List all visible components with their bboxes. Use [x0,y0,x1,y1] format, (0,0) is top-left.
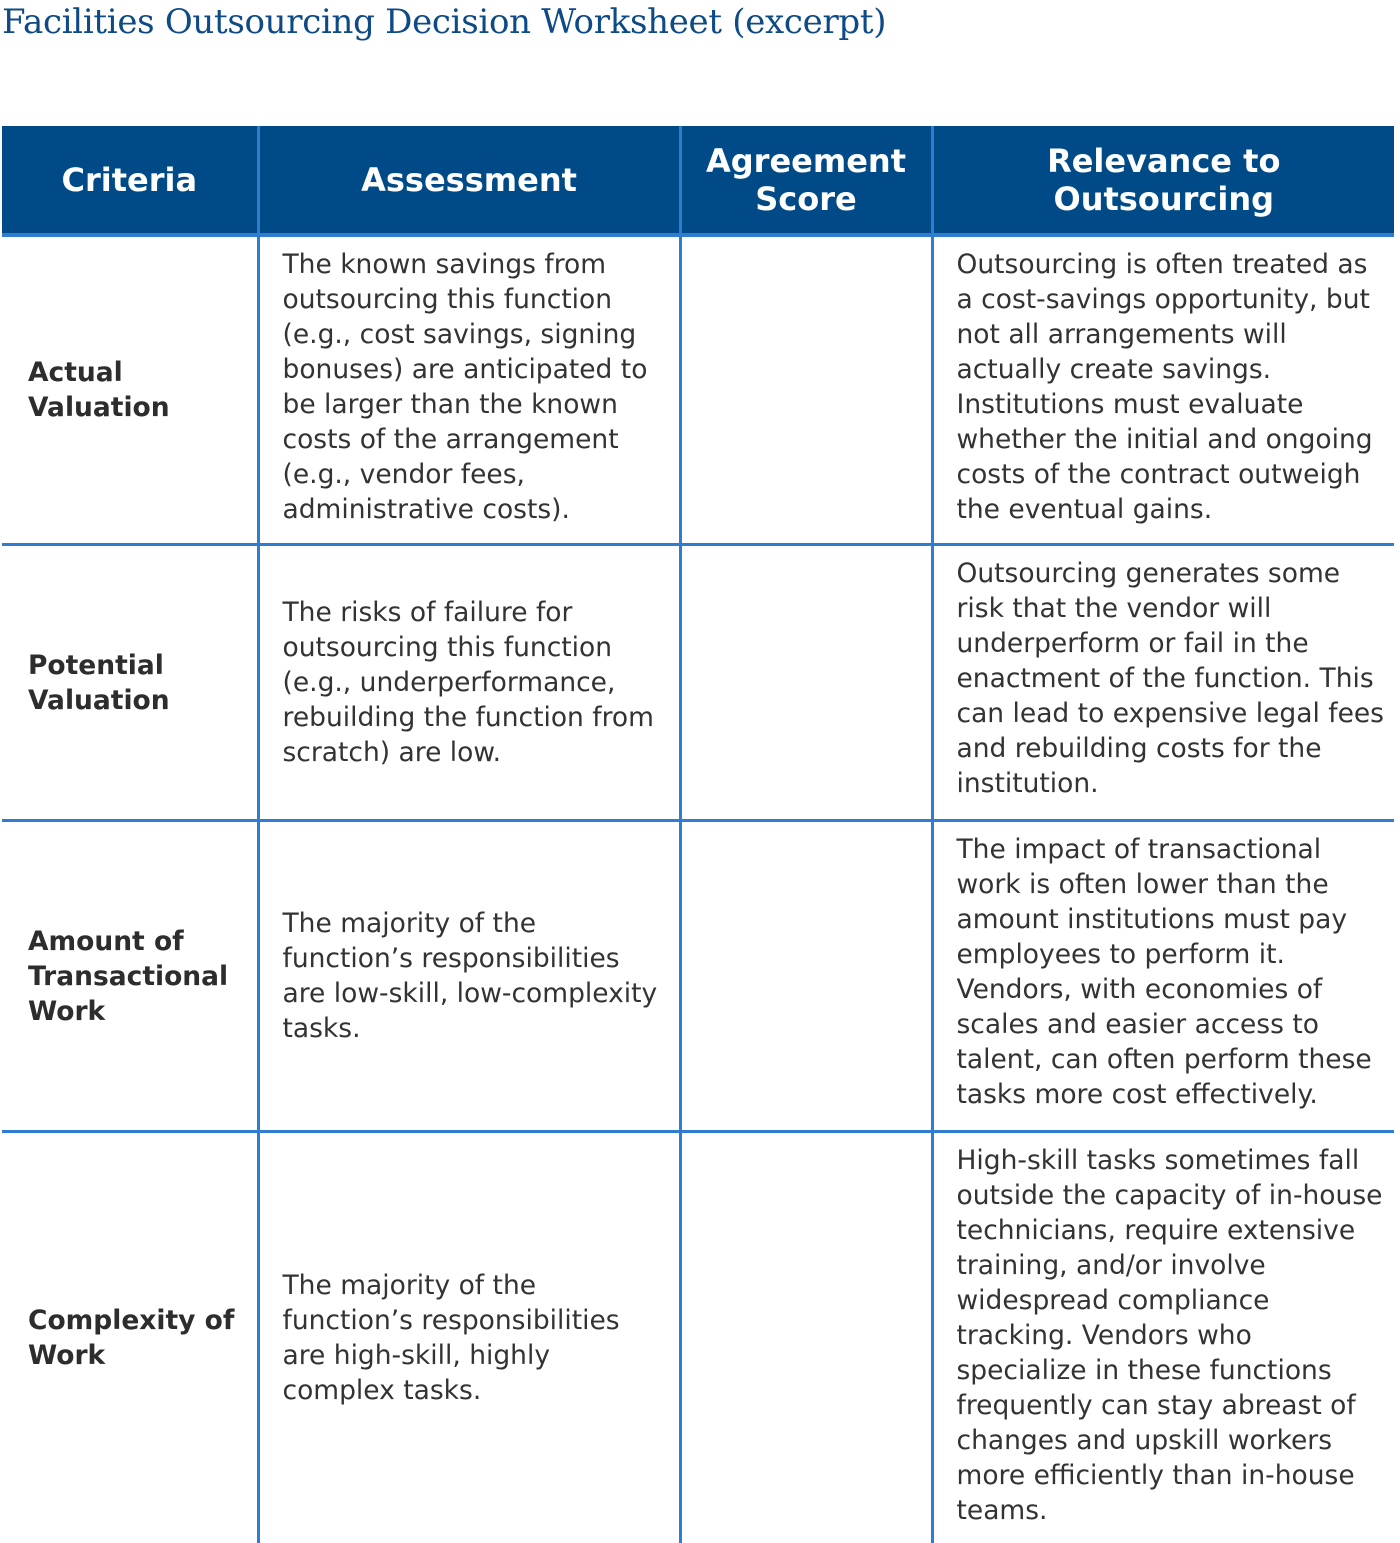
table-row [2,821,1394,1132]
assessment-cell: The known savings from outsourcing this function (e.g., cost savings, signing bonuses) are anticipated to be larger than the known costs of the arrangement (e.g., vendor fees, administrative costs). [258,235,680,545]
header-row [2,126,1394,235]
agreement-score-cell[interactable] [680,821,932,1132]
header-relevance: Relevance to Outsourcing [932,126,1394,235]
table-row [2,235,1394,545]
table-body [2,235,1394,1543]
table-row [2,1132,1394,1543]
relevance-cell: The impact of transactional work is often lower than the amount institutions must pay employees to perform it. Vendors, with economies of scales and easier access to talent, can often perform these tasks more cost effectively. [932,821,1394,1132]
table-row [2,545,1394,821]
outsourcing-worksheet-table [2,126,1394,1543]
header-agreement-score: Agreement Score [680,126,932,235]
relevance-cell: Outsourcing generates some risk that the vendor will underperform or fail in the enactment of the function. This can lead to expensive legal fees and rebuilding costs for the institution. [932,545,1394,821]
agreement-score-value[interactable] [682,966,931,986]
criteria-cell: Amount of Transactional Work [2,821,258,1132]
assessment-cell: The majority of the function’s responsibilities are low-skill, low-complexity tasks. [258,821,680,1132]
relevance-cell: High-skill tasks sometimes fall outside the capacity of in-house technicians, require extensive training, and/or involve widespread compliance tracking. Vendors who specialize in these functions frequently can stay abreast of changes and upskill workers more efficiently than in-house teams. [932,1132,1394,1543]
table-header [2,126,1394,235]
page-title: Facilities Outsourcing Decision Worksheet (excerpt) [2,2,886,42]
criteria-cell: Complexity of Work [2,1132,258,1543]
agreement-score-value[interactable] [682,380,931,400]
agreement-score-cell[interactable] [680,1132,932,1543]
header-criteria: Criteria [2,126,258,235]
assessment-cell: The majority of the function’s responsibilities are high-skill, highly complex tasks. [258,1132,680,1543]
criteria-cell: Actual Valuation [2,235,258,545]
agreement-score-value[interactable] [682,1328,931,1348]
agreement-score-cell[interactable] [680,545,932,821]
agreement-score-cell[interactable] [680,235,932,545]
agreement-score-value[interactable] [682,673,931,693]
assessment-cell: The risks of failure for outsourcing this function (e.g., underperformance, rebuilding the function from scratch) are low. [258,545,680,821]
relevance-cell: Outsourcing is often treated as a cost-savings opportunity, but not all arrangements will actually create savings. Institutions must evaluate whether the initial and ongoing costs of the contract outweigh the eventual gains. [932,235,1394,545]
header-assessment: Assessment [258,126,680,235]
criteria-cell: Potential Valuation [2,545,258,821]
